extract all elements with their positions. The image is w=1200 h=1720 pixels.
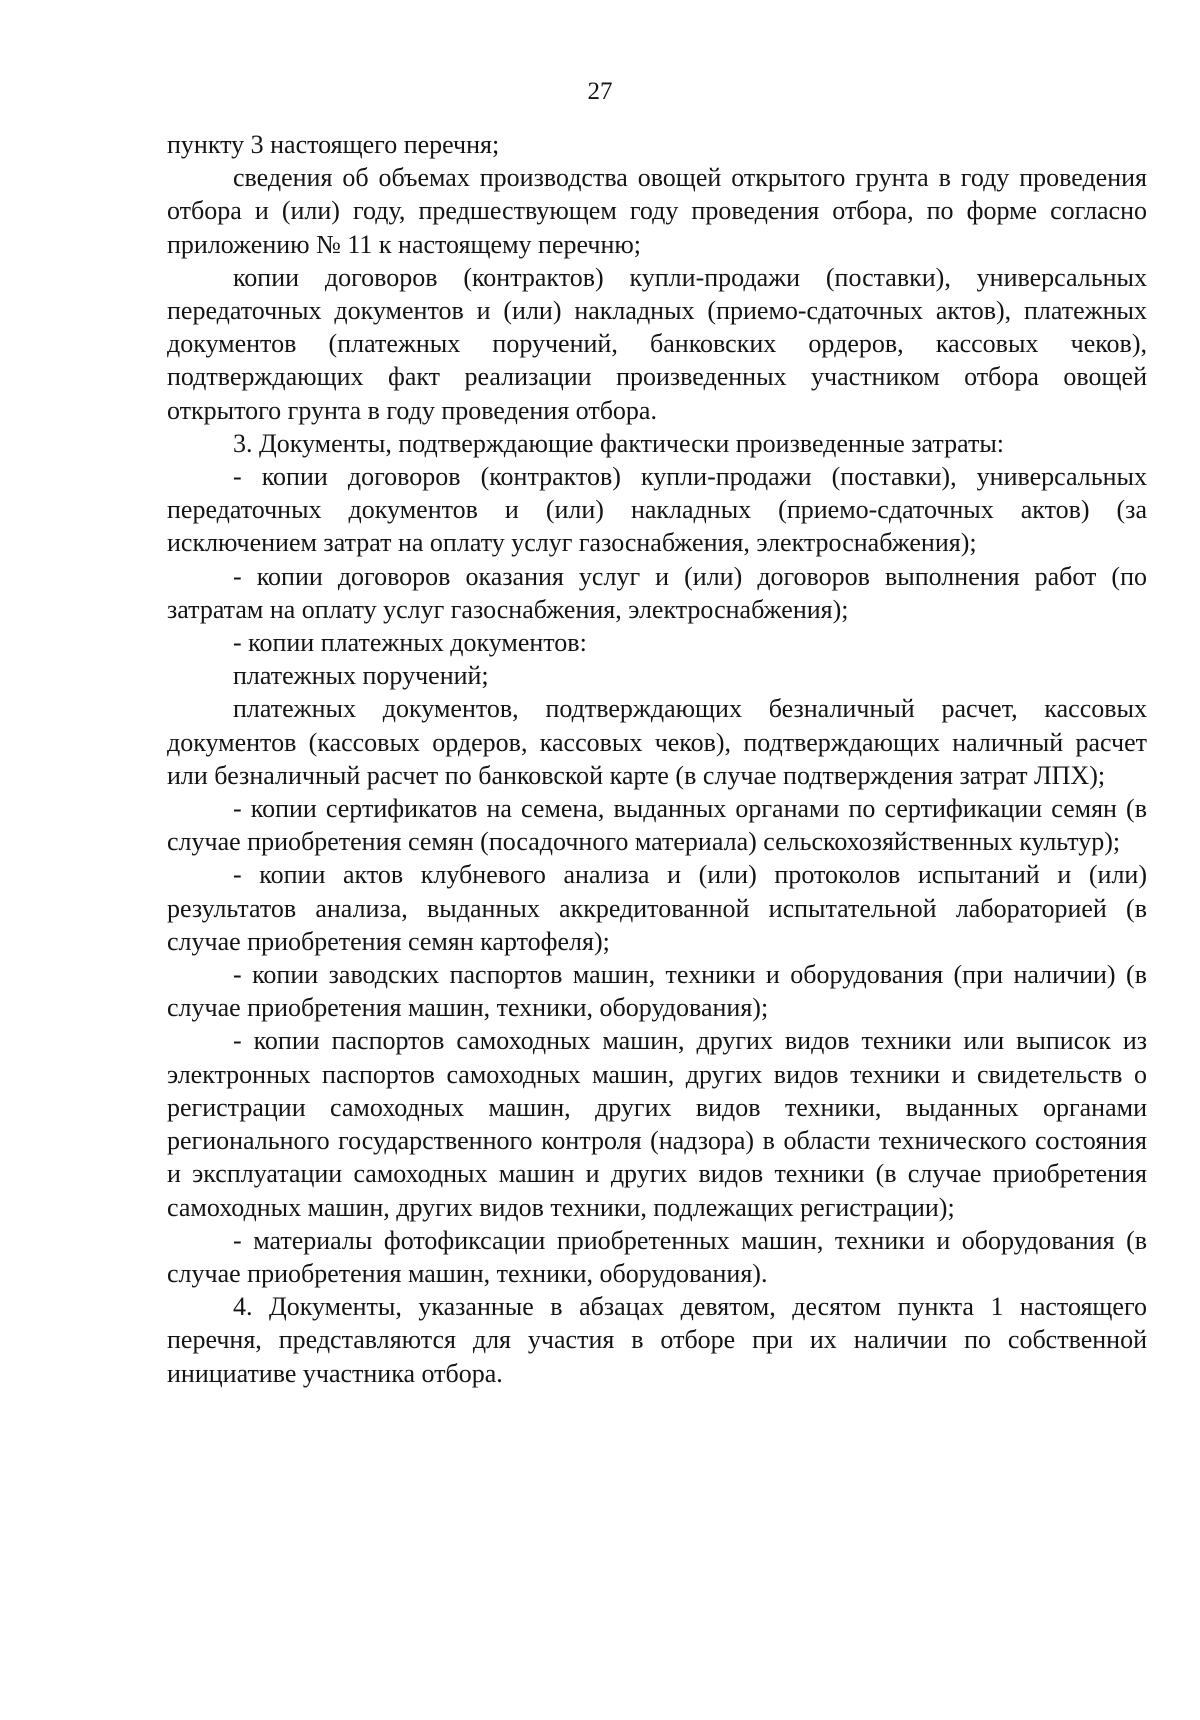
paragraph: сведения об объемах производства овощей открытого грунта в году проведения отбора и (или) году, предшествующем году проведения отбора, по форме согласно приложению № 11 к настоящему перечню; (167, 163, 1147, 259)
paragraph: 3. Документы, подтверждающие фактически произведенные затраты: (233, 428, 1005, 458)
document-body (167, 128, 1147, 1390)
paragraph: - копии заводских паспортов машин, техники и оборудования (при наличии) (в случае приобретения машин, техники, оборудования); (167, 960, 1147, 1023)
paragraph: - копии актов клубневого анализа и (или) протоколов испытаний и (или) результатов анализа, выданных аккредитованной испытательной лабораторией (в случае приобретения семян картофеля); (167, 860, 1147, 956)
paragraph: - материалы фотофиксации приобретенных машин, техники и оборудования (в случае приобретения машин, техники, оборудования). (167, 1225, 1147, 1288)
page-number: 27 (587, 78, 613, 105)
paragraph: копии договоров (контрактов) купли-продажи (поставки), универсальных передаточных документов и (или) накладных (приемо-сдаточных актов), платежных документов (платежных поручений, банковских ордеров, кассовых чеков), подтверждающих факт реализации произведенных участником отбора овощей открытого грунта в году проведения отбора. (167, 262, 1147, 425)
paragraph: платежных поручений; (233, 661, 489, 691)
paragraph: - копии договоров (контрактов) купли-продажи (поставки), универсальных передаточных документов и (или) накладных (приемо-сдаточных актов) (за исключением затрат на оплату услуг газоснабжения, электроснабжения); (167, 462, 1147, 558)
paragraph: - копии паспортов самоходных машин, других видов техники или выписок из электронных паспортов самоходных машин, других видов техники и свидетельств о регистрации самоходных машин, других видов техники, выданных органами регионального государственного контроля (надзора) в области технического состояния и эксплуатации самоходных машин и других видов техники (в случае приобретения самоходных машин, других видов техники, подлежащих регистрации); (167, 1026, 1147, 1222)
paragraph: - копии сертификатов на семена, выданных органами по сертификации семян (в случае приобретения семян (посадочного материала) сельскохозяйственных культур); (167, 794, 1147, 857)
paragraph: - копии договоров оказания услуг и (или) договоров выполнения работ (по затратам на оплату услуг газоснабжения, электроснабжения); (167, 561, 1147, 624)
paragraph: 4. Документы, указанные в абзацах девятом, десятом пункта 1 настоящего перечня, представляются для участия в отборе при их наличии по собственной инициативе участника отбора. (167, 1292, 1147, 1388)
paragraph: платежных документов, подтверждающих безналичный расчет, кассовых документов (кассовых ордеров, кассовых чеков), подтверждающих наличный расчет или безналичный расчет по банковской карте (в случае подтверждения затрат ЛПХ); (167, 694, 1147, 790)
paragraph: пункту 3 настоящего перечня; (167, 130, 500, 159)
paragraph: - копии платежных документов: (233, 628, 587, 658)
